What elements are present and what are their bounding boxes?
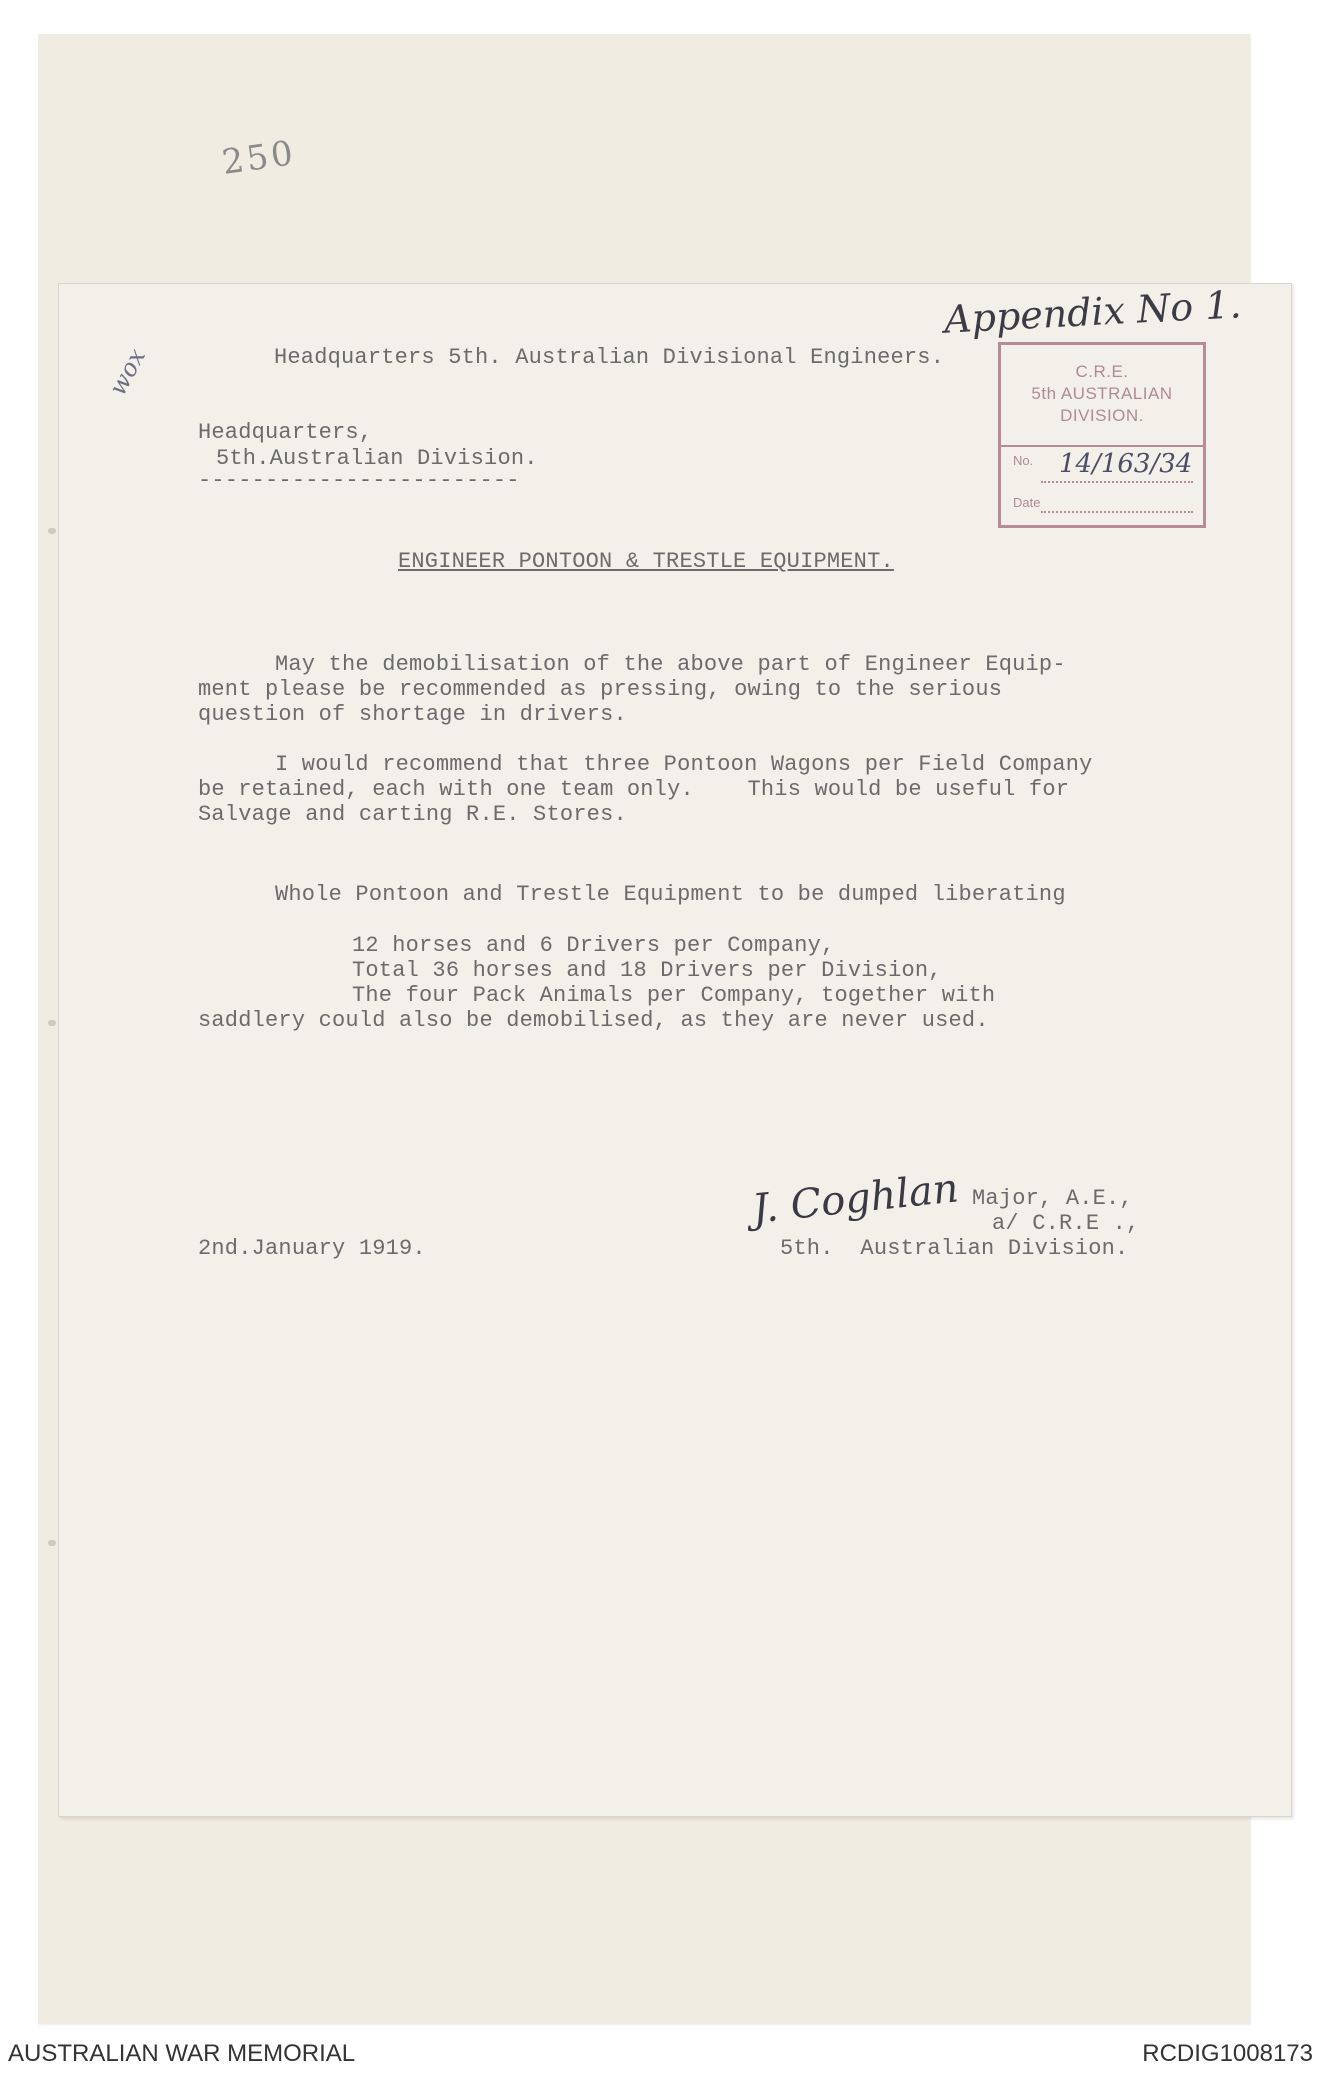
stamp-line2: 5th AUSTRALIAN xyxy=(1031,384,1173,403)
stamp-line3: DIVISION. xyxy=(1060,406,1144,425)
punch-hole xyxy=(48,1540,56,1546)
stamp-dotted-line xyxy=(1041,481,1193,483)
stamp-no-value: 14/163/34 xyxy=(1059,449,1193,479)
footer-archive-name: AUSTRALIAN WAR MEMORIAL xyxy=(8,2040,356,2067)
margin-note: wox xyxy=(103,344,152,400)
para2-line2: be retained, each with one team only. This would be useful for xyxy=(198,777,1070,802)
stamp-date-label: Date xyxy=(1013,495,1041,510)
list-line3: The four Pack Animals per Company, together with xyxy=(352,983,996,1008)
para1-line2: ment please be recommended as pressing, owing to the serious xyxy=(198,677,1003,702)
folio-number: 250 xyxy=(219,133,299,183)
para1-line1: May the demobilisation of the above part of Engineer Equip- xyxy=(275,652,1066,677)
para1-line3: question of shortage in drivers. xyxy=(198,702,627,727)
receipt-stamp xyxy=(998,342,1206,528)
punch-hole xyxy=(48,528,56,534)
letter-date: 2nd.January 1919. xyxy=(198,1236,426,1261)
para3: Whole Pontoon and Trestle Equipment to be dumped liberating xyxy=(275,882,1066,907)
address-line2: 5th.Australian Division. xyxy=(216,446,538,471)
stamp-dotted-line xyxy=(1041,511,1193,513)
signatory-unit: 5th. Australian Division. xyxy=(780,1236,1129,1261)
list-line1: 12 horses and 6 Drivers per Company, xyxy=(352,933,835,958)
signatory-role: a/ C.R.E ., xyxy=(992,1211,1140,1236)
list-line2: Total 36 horses and 18 Drivers per Division, xyxy=(352,958,942,983)
letter-header: Headquarters 5th. Australian Divisional Engineers. xyxy=(274,345,945,370)
stamp-divider xyxy=(1001,445,1203,447)
punch-hole xyxy=(48,1020,56,1026)
stamp-no-label: No. xyxy=(1013,453,1034,468)
list-line4: saddlery could also be demobilised, as they are never used. xyxy=(198,1008,989,1033)
letter-title: ENGINEER PONTOON & TRESTLE EQUIPMENT. xyxy=(398,549,894,574)
para2-line3: Salvage and carting R.E. Stores. xyxy=(198,802,627,827)
signature: J. Coghlan xyxy=(750,1165,961,1233)
appendix-note: Appendix No 1. xyxy=(943,282,1243,342)
address-line1: Headquarters, xyxy=(198,420,373,445)
footer-record-id: RCDIG1008173 xyxy=(1142,2040,1313,2067)
para2-line1: I would recommend that three Pontoon Wagons per Field Company xyxy=(275,752,1093,777)
signatory-rank: Major, A.E., xyxy=(972,1186,1133,1211)
address-rule: ------------------------ xyxy=(198,468,520,493)
stamp-line1: C.R.E. xyxy=(1075,362,1129,381)
